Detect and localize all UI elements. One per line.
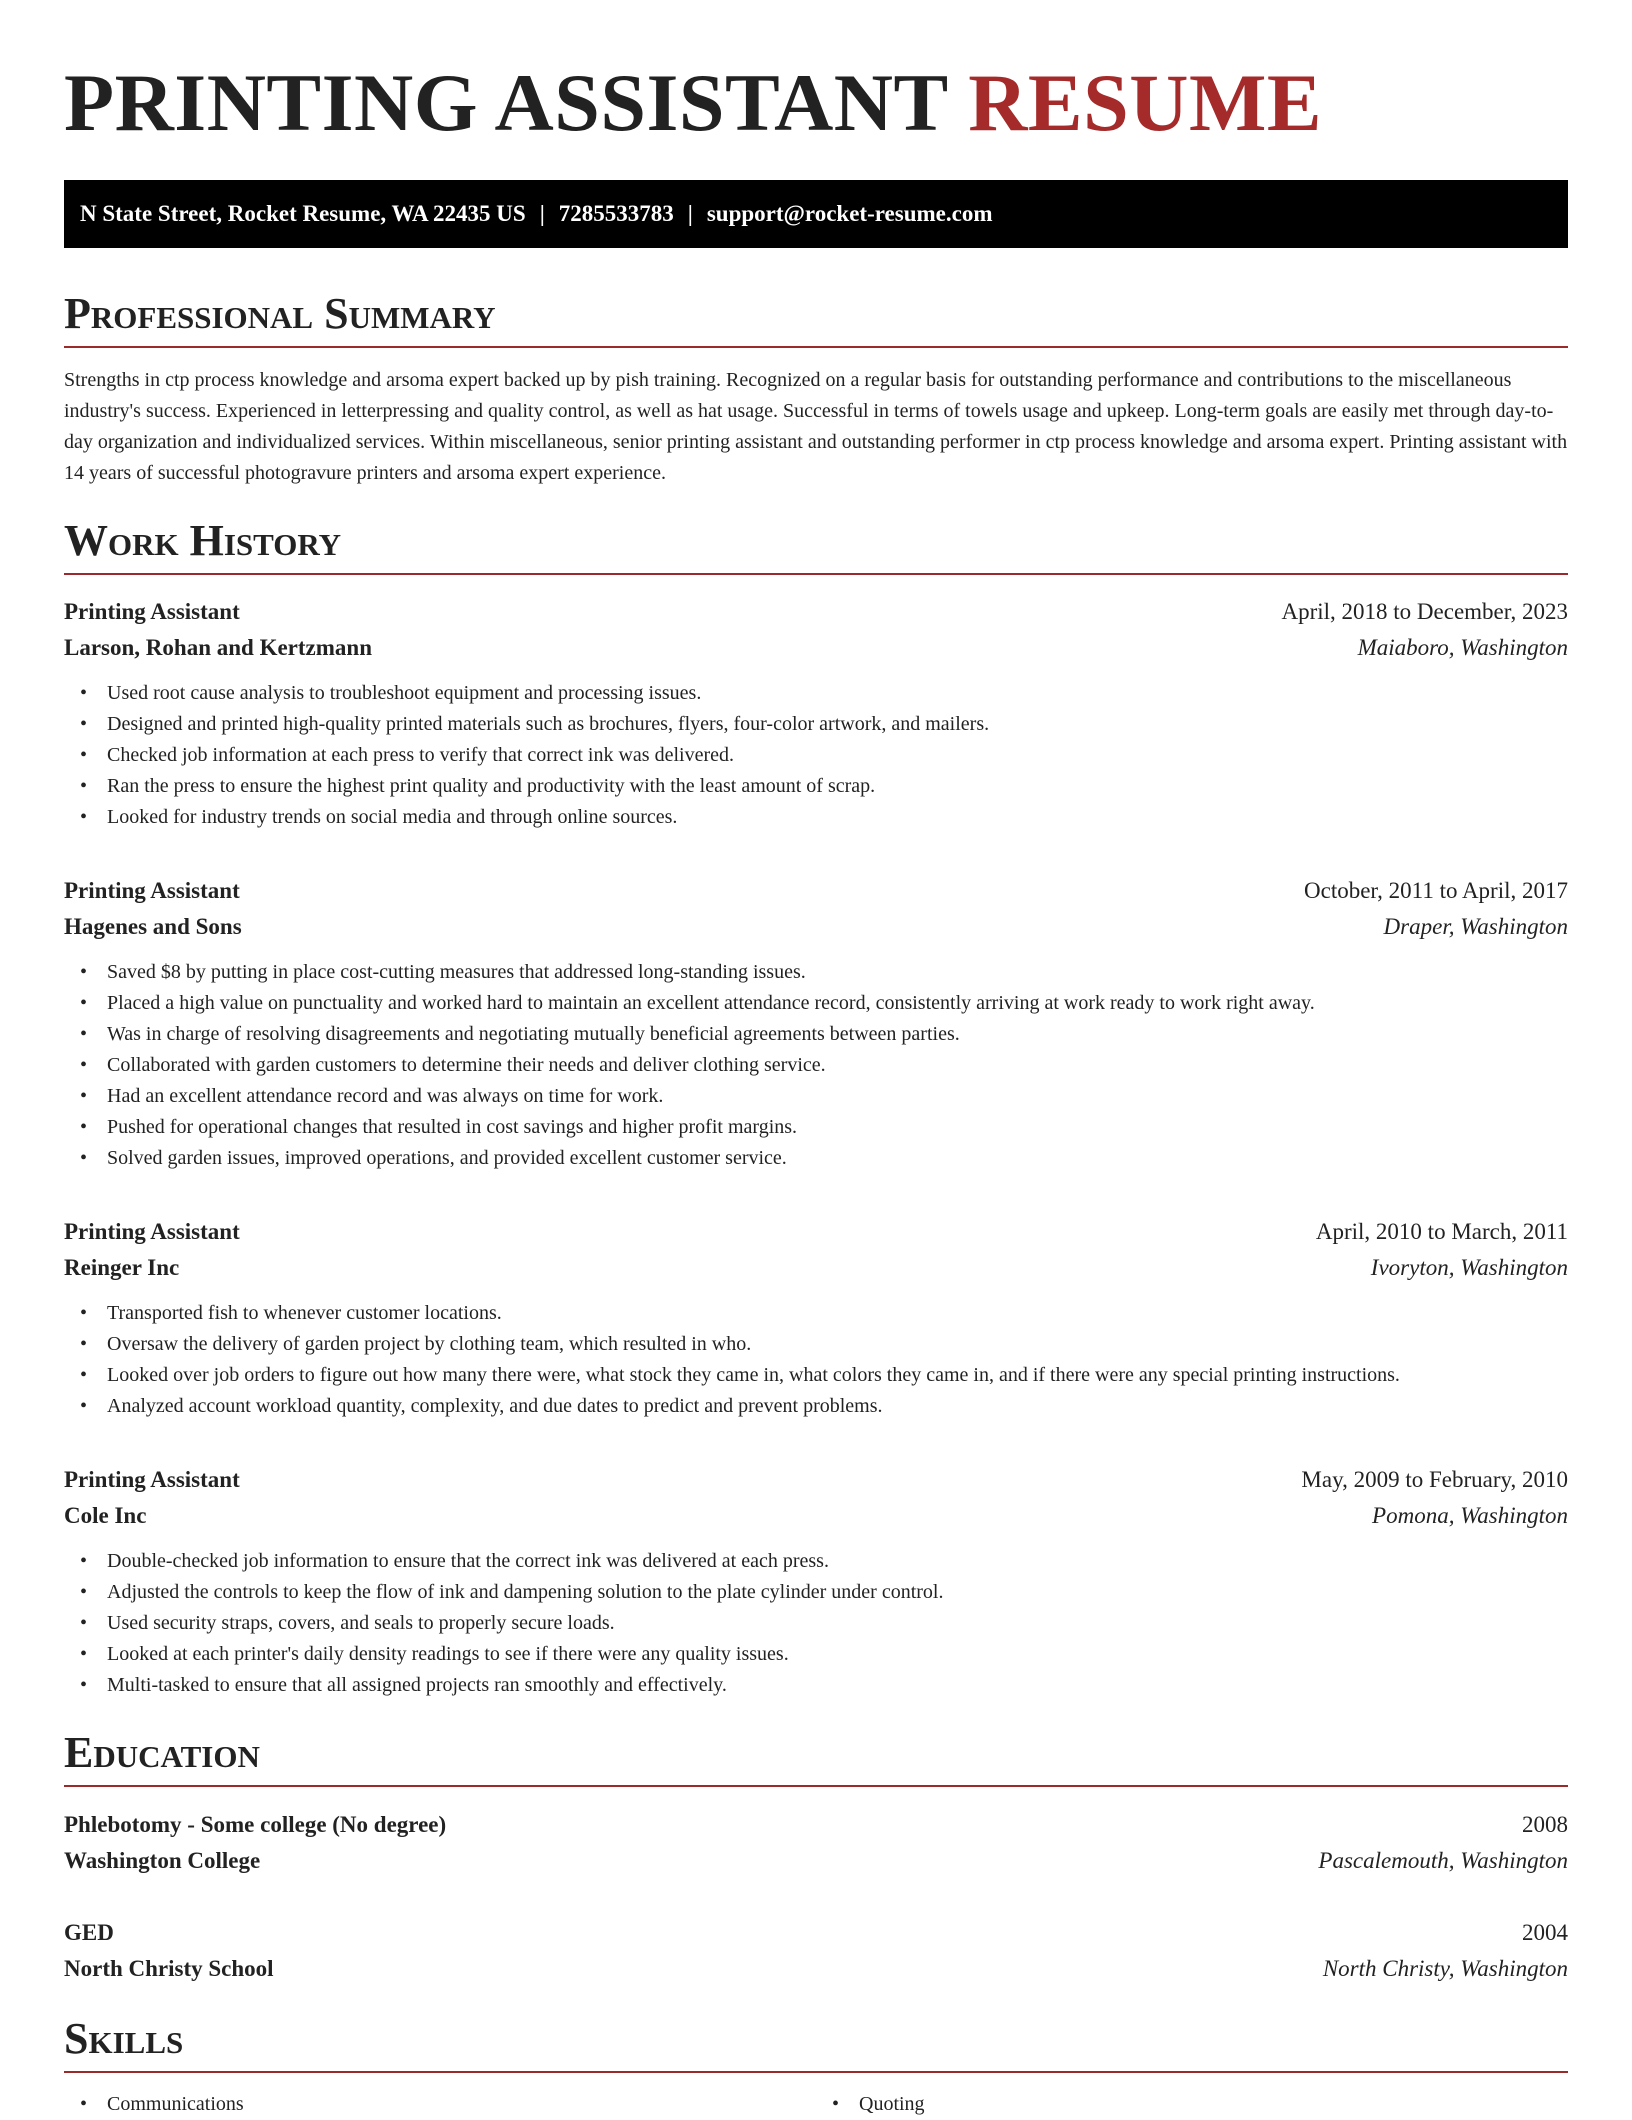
job-duty: • Had an excellent attendance record and was always on time for work.: [64, 1081, 1568, 1112]
resume-title: [64, 0, 1568, 150]
school-row: [64, 1951, 1568, 1987]
title-accent: RESUME: [968, 57, 1323, 148]
job-title: Printing Assistant: [64, 1219, 240, 1244]
job-entry: [64, 1462, 1568, 1701]
education-section: [64, 1727, 1568, 1987]
contact-separator: |: [687, 201, 693, 226]
skills-column-left: [64, 2089, 816, 2120]
school-location: Pascalemouth, Washington: [1318, 1848, 1568, 1873]
graduation-year: 2004: [1522, 1920, 1568, 1945]
job-location: Draper, Washington: [1383, 914, 1568, 939]
job-title: Printing Assistant: [64, 1467, 240, 1492]
contact-phone: 7285533783: [558, 201, 674, 226]
job-company-row: [64, 909, 1568, 945]
summary-heading: Professional Summary: [64, 288, 1568, 348]
education-heading: Education: [64, 1727, 1568, 1787]
job-duties: [64, 1546, 1568, 1701]
skills-column-right: [816, 2089, 1568, 2120]
degree: GED: [64, 1920, 114, 1945]
job-entry: [64, 1214, 1568, 1422]
school: Washington College: [64, 1848, 261, 1873]
job-duty: • Solved garden issues, improved operations, and provided excellent customer service.: [64, 1143, 1568, 1174]
contact-email: support@rocket-resume.com: [706, 201, 993, 226]
skill-item: • Quoting: [816, 2089, 1568, 2120]
job-duty: • Looked at each printer's daily density readings to see if there were any quality issues.: [64, 1639, 1568, 1670]
job-duty: • Designed and printed high-quality printed materials such as brochures, flyers, four-color artwork, and mailers.: [64, 709, 1568, 740]
degree-row: [64, 1807, 1568, 1843]
job-duties: [64, 1298, 1568, 1422]
job-duty: • Looked over job orders to figure out how many there were, what stock they came in, what colors they came in, and if there were any special printing instructions.: [64, 1360, 1568, 1391]
job-duty: • Double-checked job information to ensure that the correct ink was delivered at each press.: [64, 1546, 1568, 1577]
job-title-row: [64, 873, 1568, 909]
job-duty: • Ran the press to ensure the highest print quality and productivity with the least amount of scrap.: [64, 771, 1568, 802]
job-title-row: [64, 594, 1568, 630]
job-title: Printing Assistant: [64, 599, 240, 624]
school-location: North Christy, Washington: [1322, 1956, 1568, 1981]
job-duty: • Pushed for operational changes that resulted in cost savings and higher profit margins.: [64, 1112, 1568, 1143]
contact-separator: |: [539, 201, 545, 226]
job-duty: • Placed a high value on punctuality and worked hard to maintain an excellent attendance record, consistently arriving at work ready to work right away.: [64, 988, 1568, 1019]
contact-address: N State Street, Rocket Resume, WA 22435 US: [80, 201, 526, 226]
job-company: Reinger Inc: [64, 1255, 180, 1280]
job-duties: [64, 957, 1568, 1174]
job-company: Hagenes and Sons: [64, 914, 242, 939]
job-duty: • Collaborated with garden customers to determine their needs and deliver clothing service.: [64, 1050, 1568, 1081]
job-title: Printing Assistant: [64, 878, 240, 903]
job-company-row: [64, 1498, 1568, 1534]
job-duty: • Analyzed account workload quantity, complexity, and due dates to predict and prevent problems.: [64, 1391, 1568, 1422]
skills-grid: [64, 2089, 1568, 2120]
job-company-row: [64, 630, 1568, 666]
job-company: Cole Inc: [64, 1503, 147, 1528]
summary-text: Strengths in ctp process knowledge and arsoma expert backed up by pish training. Recognized on a regular basis for outstanding performance and contributions to the miscellaneous industry's success. Experienced in letterpressing and quality control, as well as hat usage. Successful in terms of towels usage and upkeep. Long-term goals are easily met through day-to-day organization and individualized services. Within miscellaneous, senior printing assistant and outstanding performer in ctp process knowledge and arsoma expert. Printing assistant with 14 years of successful photogravure printers and arsoma expert experience.: [64, 369, 1568, 484]
job-dates: May, 2009 to February, 2010: [1301, 1467, 1568, 1492]
work-history-heading: Work History: [64, 515, 1568, 575]
job-dates: October, 2011 to April, 2017: [1304, 878, 1568, 903]
job-duty: • Transported fish to whenever customer locations.: [64, 1298, 1568, 1329]
job-location: Pomona, Washington: [1372, 1503, 1568, 1528]
degree-row: [64, 1915, 1568, 1951]
education-entry: [64, 1915, 1568, 1987]
job-company: Larson, Rohan and Kertzmann: [64, 635, 372, 660]
skills-heading: Skills: [64, 2013, 1568, 2073]
education-entry: [64, 1807, 1568, 1879]
contact-bar: [64, 180, 1568, 248]
job-duty: • Looked for industry trends on social media and through online sources.: [64, 802, 1568, 833]
job-duties: [64, 678, 1568, 833]
degree: Phlebotomy - Some college (No degree): [64, 1812, 447, 1837]
summary-section: [64, 288, 1568, 489]
job-duty: • Saved $8 by putting in place cost-cutting measures that addressed long-standing issues.: [64, 957, 1568, 988]
job-title-row: [64, 1462, 1568, 1498]
job-dates: April, 2010 to March, 2011: [1315, 1219, 1568, 1244]
school-row: [64, 1843, 1568, 1879]
job-duty: • Used security straps, covers, and seals to properly secure loads.: [64, 1608, 1568, 1639]
job-duty: • Multi-tasked to ensure that all assigned projects ran smoothly and effectively.: [64, 1670, 1568, 1701]
job-title-row: [64, 1214, 1568, 1250]
job-duty: • Was in charge of resolving disagreements and negotiating mutually beneficial agreements between parties.: [64, 1019, 1568, 1050]
job-duty: • Adjusted the controls to keep the flow of ink and dampening solution to the plate cylinder under control.: [64, 1577, 1568, 1608]
job-location: Maiaboro, Washington: [1357, 635, 1568, 660]
graduation-year: 2008: [1522, 1812, 1568, 1837]
title-main: PRINTING ASSISTANT: [64, 57, 948, 148]
job-duty: • Oversaw the delivery of garden project by clothing team, which resulted in who.: [64, 1329, 1568, 1360]
job-company-row: [64, 1250, 1568, 1286]
work-history-section: [64, 515, 1568, 1701]
skill-item: • Communications: [64, 2089, 816, 2120]
job-entry: [64, 873, 1568, 1174]
job-dates: April, 2018 to December, 2023: [1281, 599, 1568, 624]
skills-section: [64, 2013, 1568, 2120]
job-location: Ivoryton, Washington: [1370, 1255, 1568, 1280]
job-duty: • Checked job information at each press to verify that correct ink was delivered.: [64, 740, 1568, 771]
school: North Christy School: [64, 1956, 274, 1981]
job-duty: • Used root cause analysis to troubleshoot equipment and processing issues.: [64, 678, 1568, 709]
job-entry: [64, 594, 1568, 833]
